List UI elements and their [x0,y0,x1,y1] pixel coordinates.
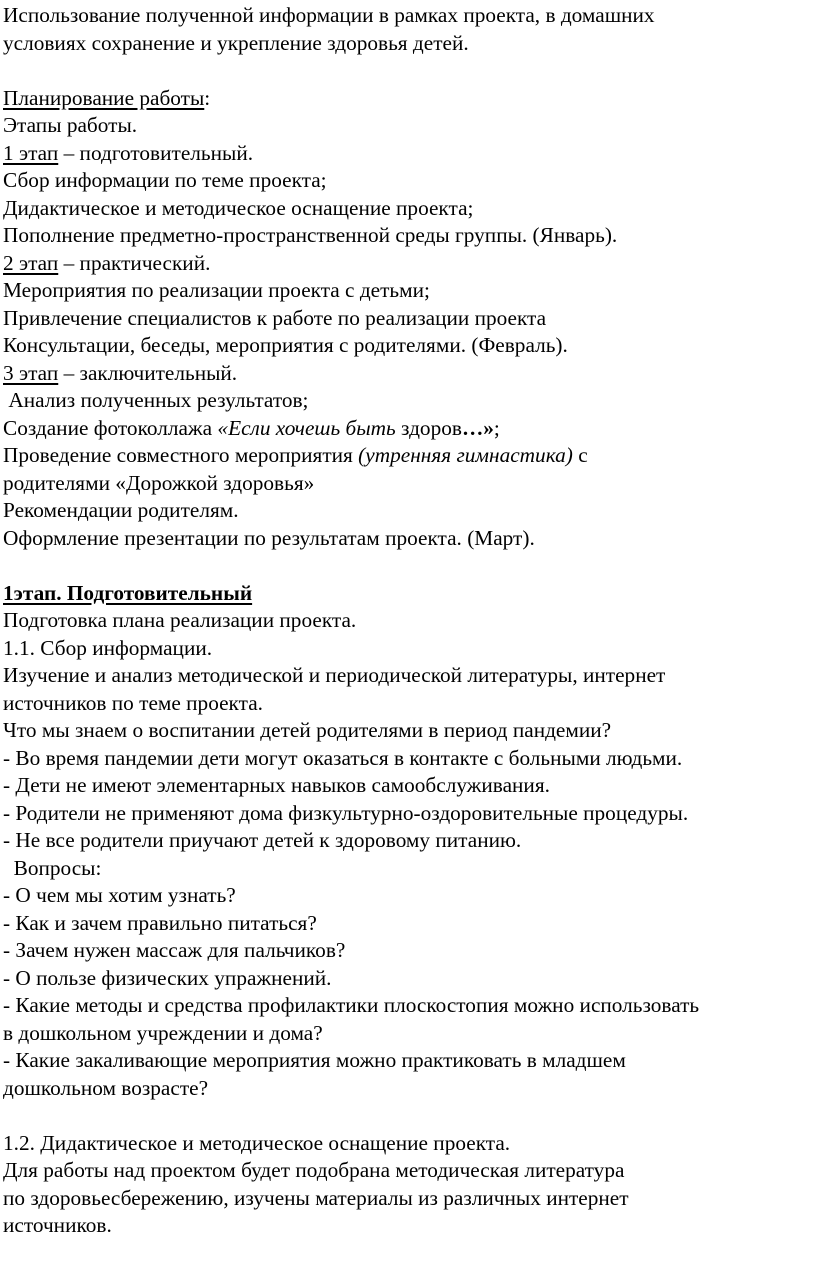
italic-run: «Если хочешь быть [217,415,396,440]
intro-line: условиях сохранение и укрепление здоровья детей. [3,30,469,55]
bold-run: …» [461,415,494,440]
blank-line [3,1102,816,1130]
stage-3-label: 3 этап [3,360,59,385]
planning-heading: Планирование работы [3,85,205,110]
blank-line [3,57,816,85]
text-run: с [572,443,588,467]
list-item: - Родители не применяют дома физкультурно-оздоровительные процедуры. [3,800,689,825]
list-item: - Как и зачем правильно питаться? [3,910,317,935]
italic-run: (утренняя гимнастика) [358,443,573,467]
paragraph-line: источников по теме проекта. [3,690,263,715]
stage-item: Привлечение специалистов к работе по реализации проекта [3,305,547,330]
stages-title: Этапы работы. [3,113,138,137]
list-item: - Зачем нужен массаж для пальчиков? [3,938,346,962]
list-item: - О чем мы хотим узнать? [3,883,236,907]
paragraph-line: Для работы над проектом будет подобрана методическая литература [3,1158,625,1182]
paragraph-line: Изучение и анализ методической и периодической литературы, интернет [3,663,666,687]
stage-item: Сбор информации по теме проекта; [3,168,327,192]
stage-item-joint-event [3,442,816,470]
text-run: Создание фотоколлажа [3,415,218,440]
stage-3-line [3,360,816,388]
stage-2-label: 2 этап [3,250,59,275]
list-item: - Дети не имеют элементарных навыков самообслуживания. [3,773,550,797]
blank-line [3,552,816,580]
stage-item-photocollage [3,415,816,443]
list-item: дошкольном возрасте? [3,1075,209,1100]
subsection-title: 1.2. Дидактическое и методическое оснащение проекта. [3,1130,511,1155]
subsection-title: 1.1. Сбор информации. [3,635,213,660]
stage-item: Консультации, беседы, мероприятия с родителями. (Февраль). [3,333,568,357]
stage-item: Пополнение предметно-пространственной среды группы. (Январь). [3,223,618,247]
stage-item: родителями «Дорожкой здоровья» [3,470,315,495]
section-1-heading: 1этап. Подготовительный [3,580,253,605]
questions-title: Вопросы: [3,855,102,880]
stage-1-label: 1 этап [3,140,59,165]
stage-item: Рекомендации родителям. [3,498,239,522]
stage-2-name: – практический. [58,250,211,275]
planning-heading-line [3,85,816,113]
list-item: - Какие методы и средства профилактики плоскостопия можно использовать [3,993,700,1017]
intro-line: Использование полученной информации в рамках проекта, в домашних [3,3,655,27]
list-item: - О пользе физических упражнений. [3,965,332,990]
list-item: - Не все родители приучают детей к здоровому питанию. [3,828,522,852]
paragraph-line: Подготовка плана реализации проекта. [3,608,357,632]
stage-3-name: – заключительный. [58,360,238,385]
stage-2-line [3,250,816,278]
stage-item: Анализ полученных результатов; [3,388,309,412]
text-run: ; [493,415,500,440]
text-run: Проведение совместного мероприятия [3,443,359,467]
list-item: - Во время пандемии дети могут оказаться в контакте с больными людьми. [3,745,683,770]
list-item: - Какие закаливающие мероприятия можно практиковать в младшем [3,1048,626,1072]
planning-heading-colon: : [204,85,211,110]
paragraph-line: по здоровьесбережению, изучены материалы из различных интернет [3,1185,629,1210]
list-item: в дошкольном учреждении и дома? [3,1020,323,1045]
stage-1-line [3,140,816,168]
stage-item: Мероприятия по реализации проекта с детьми; [3,278,430,302]
stage-item: Оформление презентации по результатам проекта. (Март). [3,525,535,550]
question-line: Что мы знаем о воспитании детей родителями в период пандемии? [3,718,612,742]
text-run: здоров [395,415,462,440]
paragraph-line: источников. [3,1213,112,1237]
stage-1-name: – подготовительный. [58,140,254,165]
stage-item: Дидактическое и методическое оснащение проекта; [3,195,474,220]
